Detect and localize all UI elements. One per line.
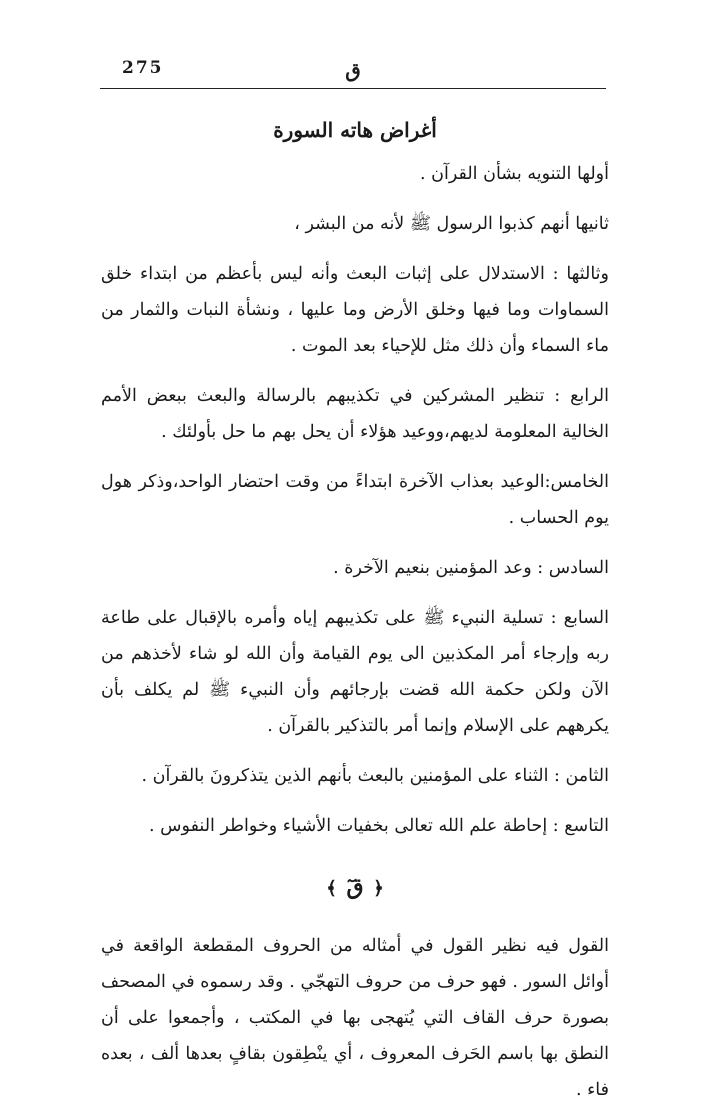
page-number: 275	[122, 58, 164, 78]
verse-text: قٓ	[346, 874, 364, 900]
purpose-paragraph: السابع : تسلية النبيء ﷺ على تكذيبهم إياه وأمره بالإقبال على طاعة ربه وإرجاء أمر المكذبين الى يوم القيامة وأن الله لو شاء لأخذهم من الآن ولكن حكمة الله قضت بإرجائهم وأن النبيء ﷺ لم يكلف بأن يكرههم على الإسلام وإنما أمر بالتذكير بالقرآن .	[101, 608, 609, 736]
purpose-paragraph: الثامن : الثناء على المؤمنين بالبعث بأنهم الذين يتذكرونَ بالقرآن .	[141, 766, 609, 786]
purpose-paragraph: وثالثها : الاستدلال على إثبات البعث وأنه ليس بأعظم من ابتداء خلق السماوات وما فيها وخلق الأرض وما عليها ، ونشأة النبات والثمار من ماء السماء وأن ذلك مثل للإحياء بعد الموت .	[101, 264, 609, 356]
page-header	[100, 52, 606, 89]
purpose-paragraph: ثانيها أنهم كذبوا الرسول ﷺ لأنه من البشر ،	[294, 214, 609, 234]
purpose-paragraph: الرابع : تنظير المشركين في تكذيبهم بالرسالة والبعث ببعض الأمم الخالية المعلومة لديهم،ووعيد هؤلاء أن يحل بهم ما حل بأولئك .	[101, 386, 609, 442]
page-body	[101, 110, 609, 1108]
verse-heading	[101, 874, 609, 900]
purpose-paragraph: أولها التنويه بشأن القرآن .	[420, 164, 609, 184]
purpose-paragraph: السادس : وعد المؤمنين بنعيم الآخرة .	[333, 558, 609, 578]
purpose-paragraph: الخامس:الوعيد بعذاب الآخرة ابتداءً من وقت احتضار الواحد،وذكر هول يوم الحساب .	[101, 472, 609, 528]
ornamental-bracket-open: ﴿	[373, 878, 384, 899]
running-title: ق	[345, 58, 361, 82]
commentary-paragraph: القول فيه نظير القول في أمثاله من الحروف المقطعة الواقعة في أوائل السور . فهو حرف من حروف التهجّي . وقد رسموه في المصحف بصورة حرف القاف التي يُتهجى بها في المكتب ، وأجمعوا على أن النطق بها باسم الحَرف المعروف ، أي ينْطِقون بقافٍ بعدها ألف ، بعده فاء .	[101, 936, 609, 1100]
section-title: أغراض هاته السورة	[273, 118, 437, 142]
purpose-paragraph: التاسع : إحاطة علم الله تعالى بخفيات الأشياء وخواطر النفوس .	[149, 816, 609, 836]
ornamental-bracket-close: ﴾	[326, 878, 337, 899]
